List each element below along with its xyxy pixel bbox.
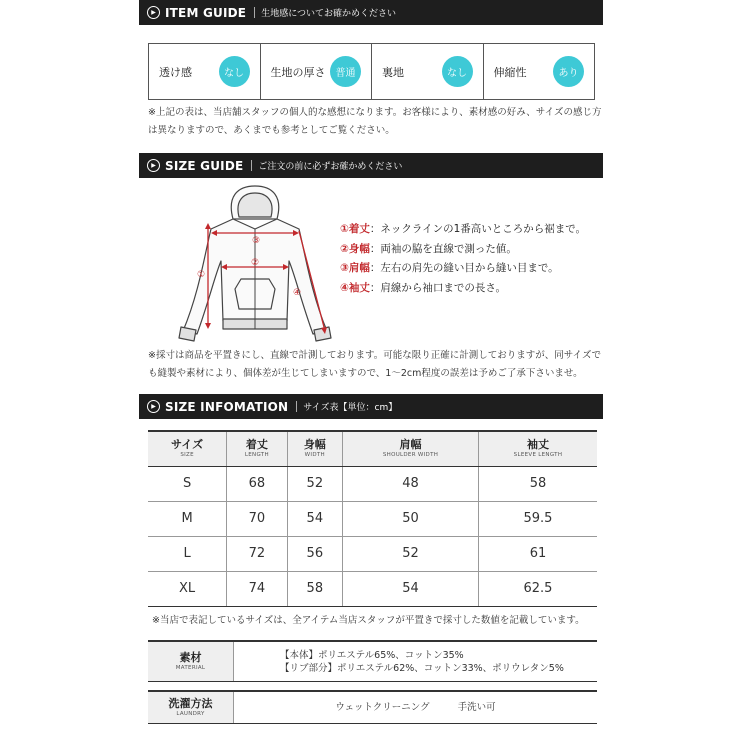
length-cell: 68 — [227, 466, 287, 501]
section-subtitle: サイズ表【単位：cm】 — [303, 403, 398, 413]
length-cell: 70 — [227, 501, 287, 536]
table-row — [148, 466, 597, 501]
table-row — [148, 571, 597, 606]
mark-shoulder: ③ — [252, 236, 261, 246]
guide-value-badge: なし — [442, 56, 473, 87]
size-cell: S — [148, 466, 227, 501]
measure-length: ①着丈：ネックラインの1番高いところから裾まで。 — [340, 223, 587, 235]
laundry-value: ウェットクリーニング 手洗い可 — [335, 702, 496, 713]
column-header: 身幅 WIDTH — [287, 431, 342, 466]
material-row — [148, 640, 597, 682]
shoulder-cell: 52 — [343, 536, 479, 571]
mark-sleeve: ④ — [293, 288, 302, 298]
item-guide-header — [139, 0, 603, 25]
material-value: 【本体】ポリエステル65%、コットン35% 【リブ部分】ポリエステル62%、コットン33%、ポリウレタン5% — [280, 649, 564, 674]
section-subtitle: 生地感についてお確かめください — [261, 9, 397, 19]
guide-value-badge: あり — [553, 56, 584, 87]
sleeve-cell: 58 — [478, 466, 597, 501]
mark-width: ② — [251, 258, 260, 268]
divider — [296, 401, 297, 412]
guide-value-badge: なし — [219, 56, 250, 87]
size-cell: M — [148, 501, 227, 536]
guide-cell-thickness — [261, 44, 373, 99]
measurement-legend — [340, 220, 586, 298]
mark-length: ① — [197, 270, 206, 280]
size-table — [148, 430, 597, 607]
hoodie-diagram — [175, 183, 335, 343]
guide-cell-sheerness — [149, 44, 261, 99]
shoulder-cell: 50 — [343, 501, 479, 536]
fabric-guide-table — [148, 43, 595, 100]
size-info-note: ※当店で表記しているサイズは、全アイテム当店スタッフが平置きで採寸した数値を記載しています。 — [152, 615, 585, 626]
sleeve-cell: 59.5 — [478, 501, 597, 536]
shoulder-cell: 54 — [343, 571, 479, 606]
laundry-row — [148, 690, 597, 724]
width-cell: 56 — [287, 536, 342, 571]
table-header-row — [148, 431, 597, 466]
divider — [254, 7, 255, 18]
note-line: ※採寸は商品を平置きにし、直線で計測しております。可能な限り正確に計測しておりますが、同サイズで — [148, 350, 601, 361]
column-header: 肩幅 SHOULDER WIDTH — [343, 431, 479, 466]
width-cell: 58 — [287, 571, 342, 606]
length-cell: 74 — [227, 571, 287, 606]
chevron-right-icon: ▶ — [147, 6, 160, 19]
hood-inner — [238, 193, 272, 217]
table-row — [148, 536, 597, 571]
guide-value-badge: 普通 — [330, 56, 361, 87]
section-title: SIZE GUIDE — [165, 158, 244, 173]
size-info-header — [139, 394, 603, 419]
note-line: ※上記の表は、当店舗スタッフの個人的な感想になります。お客様により、素材感の好み、サイズの感じ方 — [148, 107, 602, 118]
laundry-label: 洗濯方法 LAUNDRY — [148, 692, 234, 723]
guide-label: 生地の厚さ — [270, 65, 326, 79]
measure-shoulder: ③肩幅：左右の肩先の縫い目から縫い目まで。 — [340, 262, 559, 274]
chevron-right-icon: ▶ — [147, 400, 160, 413]
guide-label: 透け感 — [159, 65, 192, 79]
sleeve-cell: 61 — [478, 536, 597, 571]
material-label: 素材 MATERIAL — [148, 642, 234, 681]
guide-cell-lining — [372, 44, 484, 99]
measure-sleeve: ④袖丈：肩線から袖口までの長さ。 — [340, 281, 506, 294]
table-row — [148, 501, 597, 536]
column-header: サイズ SIZE — [148, 431, 227, 466]
guide-label: 裏地 — [382, 65, 404, 79]
column-header: 着丈 LENGTH — [227, 431, 287, 466]
size-cell: L — [148, 536, 227, 571]
shoulder-cell: 48 — [343, 466, 479, 501]
note-line: も縫製や素材により、個体差が生じてしまいますので、1〜2cm程度の誤差は予めご了承下さいませ。 — [148, 368, 583, 379]
column-header: 袖丈 SLEEVE LENGTH — [478, 431, 597, 466]
guide-cell-stretch — [484, 44, 595, 99]
left-cuff — [179, 327, 196, 341]
length-cell: 72 — [227, 536, 287, 571]
section-title: SIZE INFOMATION — [165, 399, 289, 414]
section-title: ITEM GUIDE — [165, 5, 247, 20]
chevron-right-icon: ▶ — [147, 159, 160, 172]
note-line: は異なりますので、あくまでも参考としてご覧ください。 — [148, 125, 395, 136]
section-subtitle: ご注文の前に必ずお確かめください — [258, 162, 403, 172]
measure-width: ②身幅：両袖の脇を直線で測った値。 — [340, 242, 517, 255]
guide-label: 伸縮性 — [493, 65, 527, 79]
width-cell: 52 — [287, 466, 342, 501]
size-guide-header — [139, 153, 603, 178]
sleeve-cell: 62.5 — [478, 571, 597, 606]
divider — [251, 160, 252, 171]
size-cell: XL — [148, 571, 227, 606]
width-cell: 54 — [287, 501, 342, 536]
size-guide-note — [148, 347, 601, 383]
item-guide-note — [148, 104, 602, 140]
